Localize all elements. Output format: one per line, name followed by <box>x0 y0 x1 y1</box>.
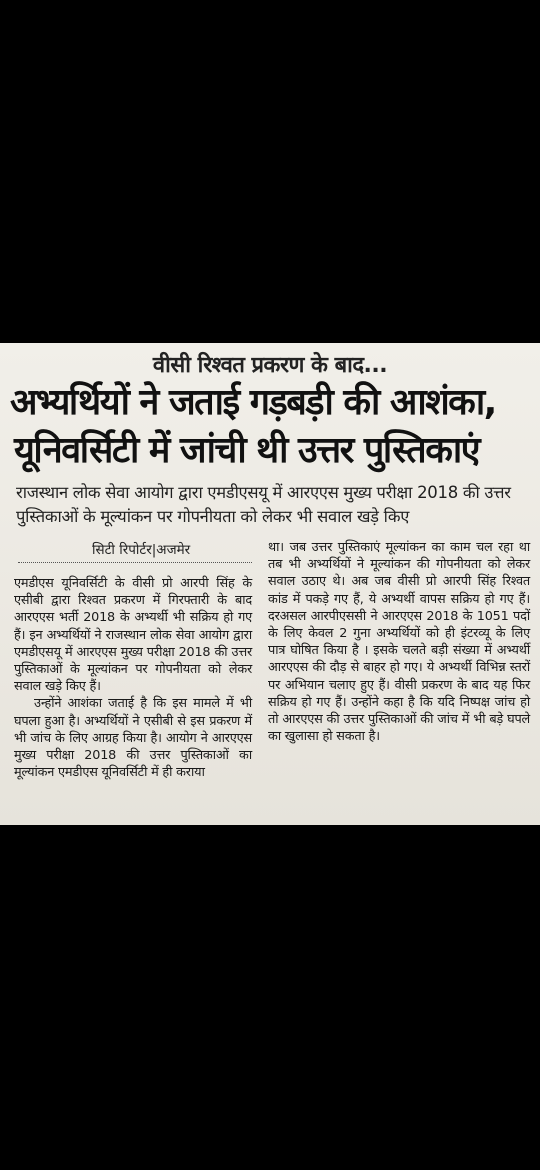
article-column-2 <box>268 539 530 745</box>
article-column-1 <box>14 575 252 781</box>
newspaper-clipping <box>0 343 540 825</box>
kicker-heading: वीसी रिश्वत प्रकरण के बाद... <box>152 353 388 378</box>
column1-paragraph-1: एमडीएस यूनिवर्सिटी के वीसी प्रो आरपी सिंह के एसीबी द्वारा रिश्वत प्रकरण में गिरफ्तारी के बाद आरएएस भर्ती 2018 के अभ्यर्थी भी सक्रिय हो गए हैं। इन अभ्यर्थियों ने राजस्थान लोक सेवा आयोग द्वारा एमडीएसयू में आरएएस मुख्य परीक्षा 2018 की उत्तर पुस्तिकाओं के मूल्यांकन पर गोपनीयता को लेकर सवाल खड़े किए हैं। <box>14 576 252 695</box>
headline-line-1: अभ्यर्थियों ने जताई गड़बड़ी की आशंका, <box>10 382 496 423</box>
column1-paragraph-2: उन्होंने आशंका जताई है कि इस मामले में भी घपला हुआ है। अभ्यर्थियों ने एसीबी से इस प्रकरण में भी जांच के लिए आग्रह किया है। आयोग ने आरएएस मुख्य परीक्षा 2018 की उत्तर पुस्तिकाओं का मूल्यांकन एमडीएस यूनिवर्सिटी में ही कराया <box>14 696 252 781</box>
column2-paragraph-1: था। जब उत्तर पुस्तिकाएं मूल्यांकन का काम चल रहा था तब भी अभ्यर्थियों ने मूल्यांकन की गोपनीयता को लेकर सवाल उठाए थे। अब जब वीसी प्रो आरपी सिंह रिश्वत कांड में पकड़े गए हैं, ये अभ्यर्थी वापस सक्रिय हो गए हैं। दरअसल आरपीएससी ने आरएएस 2018 के 1051 पदों के लिए केवल 2 गुना अभ्यर्थियों को ही इंटरव्यू के लिए पात्र घोषित किया है । इसके चलते बड़ी संख्या में अभ्यर्थी आरएएस की दौड़ से बाहर हो गए। ये अभ्यर्थी विभिन्न स्तरों पर अभियान चलाए हुए हैं। वीसी प्रकरण के बाद यह फिर सक्रिय हो गए हैं। उन्होंने कहा है कि यदि निष्पक्ष जांच हो तो आरएएस की उत्तर पुस्तिकाओं की जांच में भी बड़े घपले का खुलासा हो सकता है। <box>268 540 530 745</box>
byline-divider <box>18 562 252 563</box>
byline: सिटी रिपोर्टर|अजमेर <box>92 542 191 558</box>
headline-line-2: यूनिवर्सिटी में जांची थी उत्तर पुस्तिकाएं <box>14 430 480 471</box>
subheadline: राजस्थान लोक सेवा आयोग द्वारा एमडीएसयू में आरएएस मुख्य परीक्षा 2018 की उत्तर पुस्तिकाओं के मूल्यांकन पर गोपनीयता को लेकर भी सवाल खड़े किए <box>16 483 511 526</box>
